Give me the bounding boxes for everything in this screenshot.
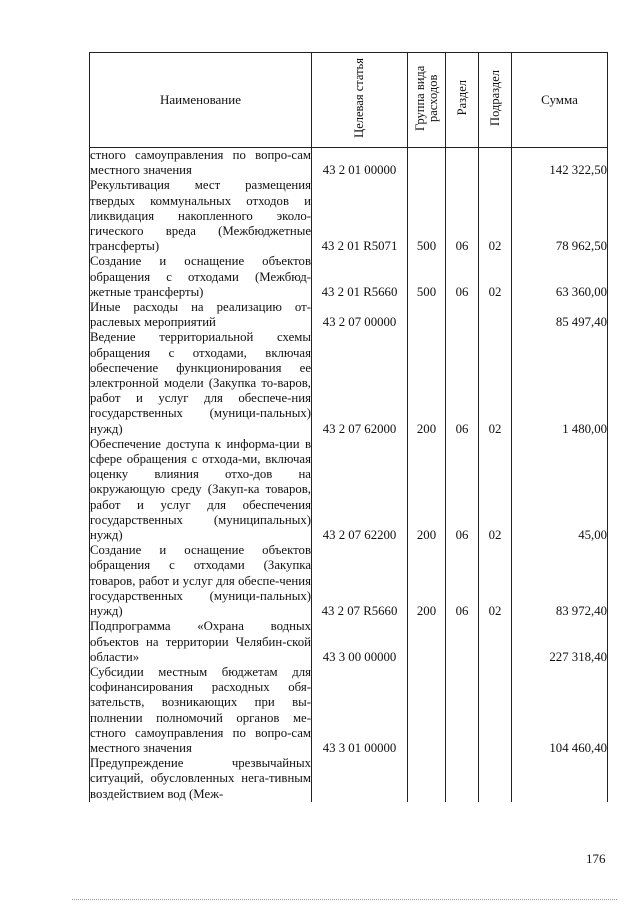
row-sum <box>512 756 608 802</box>
row-name: Ведение территориальной схемы обращения с отходами, включая обеспечение функционирования ее электронной модели (Закупка то-варов, работ и услуг для обеспече-ния государственных (муници-пальных) нужд) <box>90 330 311 436</box>
table-row <box>90 330 608 436</box>
header-section: Раздел <box>446 53 479 148</box>
row-code <box>312 756 408 802</box>
row-section: 06 <box>446 254 479 300</box>
row-section: 06 <box>446 543 479 619</box>
header-sum: Сумма <box>512 53 608 148</box>
row-code: 43 2 07 62200 <box>312 437 408 543</box>
row-section <box>446 756 479 802</box>
row-name: Создание и оснащение объектов обращения с отходами (Закупка товаров, работ и услуг для обеспе-чения государственных (муници-пальных) нужд) <box>90 543 311 619</box>
row-section <box>446 665 479 756</box>
table-row <box>90 178 608 254</box>
row-section <box>446 300 479 330</box>
row-group: 200 <box>408 330 446 436</box>
row-name: Рекультивация мест размещения твердых коммунальных отходов и ликвидация накопленного эколо-гического вреда (Межбюджетные трансферты) <box>90 178 311 254</box>
row-sum: 227 318,40 <box>512 619 608 665</box>
table-row <box>90 543 608 619</box>
row-section <box>446 148 479 179</box>
table-row <box>90 619 608 665</box>
row-code: 43 2 07 00000 <box>312 300 408 330</box>
row-group: 200 <box>408 437 446 543</box>
row-group <box>408 148 446 179</box>
table-row <box>90 437 608 543</box>
row-sum: 142 322,50 <box>512 148 608 179</box>
row-name: Создание и оснащение объектов обращения с отходами (Межбюд-жетные трансферты) <box>90 254 311 299</box>
row-section: 06 <box>446 437 479 543</box>
page-number: 176 <box>586 851 606 866</box>
row-section: 06 <box>446 178 479 254</box>
row-code: 43 3 00 00000 <box>312 619 408 665</box>
row-name: Субсидии местным бюджетам для софинансирования расходных обя-зательств, возникающих при вы-полнении полномочий органов ме-стного самоуправления по вопро-сам местного значения <box>90 664 311 755</box>
table-row <box>90 665 608 756</box>
row-section: 06 <box>446 330 479 436</box>
header-name: Наименование <box>90 53 312 148</box>
table-row <box>90 300 608 330</box>
table-row <box>90 254 608 300</box>
row-subsection: 02 <box>479 543 512 619</box>
row-subsection <box>479 619 512 665</box>
row-name: Предупреждение чрезвычайных ситуаций, обусловленных нега-тивным воздействием вод (Меж- <box>90 756 311 801</box>
header-subsection: Подраздел <box>479 53 512 148</box>
row-sum: 104 460,40 <box>512 665 608 756</box>
row-sum: 78 962,50 <box>512 178 608 254</box>
row-subsection <box>479 665 512 756</box>
row-code: 43 2 01 R5660 <box>312 254 408 300</box>
table-row <box>90 148 608 179</box>
row-subsection: 02 <box>479 330 512 436</box>
row-group <box>408 756 446 802</box>
row-code: 43 2 07 R5660 <box>312 543 408 619</box>
row-sum: 1 480,00 <box>512 330 608 436</box>
row-subsection: 02 <box>479 437 512 543</box>
row-name: стного самоуправления по вопро-сам местного значения <box>90 148 311 178</box>
row-sum: 63 360,00 <box>512 254 608 300</box>
row-name: Подпрограмма «Охрана водных объектов на территории Челябин-ской области» <box>90 619 311 664</box>
budget-table <box>89 52 608 802</box>
table-row <box>90 756 608 802</box>
row-sum: 45,00 <box>512 437 608 543</box>
row-section <box>446 619 479 665</box>
header-target-article: Целевая статья <box>312 53 408 148</box>
row-subsection <box>479 300 512 330</box>
row-subsection: 02 <box>479 254 512 300</box>
row-code: 43 2 01 00000 <box>312 148 408 179</box>
header-expense-group: Группа вида расходов <box>408 53 446 148</box>
row-subsection <box>479 148 512 179</box>
header-row <box>90 53 608 148</box>
row-group <box>408 300 446 330</box>
row-subsection: 02 <box>479 178 512 254</box>
row-code: 43 2 01 R5071 <box>312 178 408 254</box>
row-subsection <box>479 756 512 802</box>
row-group: 500 <box>408 178 446 254</box>
row-sum: 85 497,40 <box>512 300 608 330</box>
row-name: Иные расходы на реализацию от-раслевых мероприятий <box>90 300 311 330</box>
row-sum: 83 972,40 <box>512 543 608 619</box>
row-group: 500 <box>408 254 446 300</box>
row-group: 200 <box>408 543 446 619</box>
row-group <box>408 619 446 665</box>
row-code: 43 2 07 62000 <box>312 330 408 436</box>
row-name: Обеспечение доступа к информа-ции в сфере обращения с отхода-ми, включая оценку влияния отхо-дов на окружающую среду (Закуп-ка товаров, работ и услуг для обеспечения государственных (муниципальных) нужд) <box>90 436 311 543</box>
row-group <box>408 665 446 756</box>
row-code: 43 3 01 00000 <box>312 665 408 756</box>
page-bottom-divider <box>72 899 617 900</box>
